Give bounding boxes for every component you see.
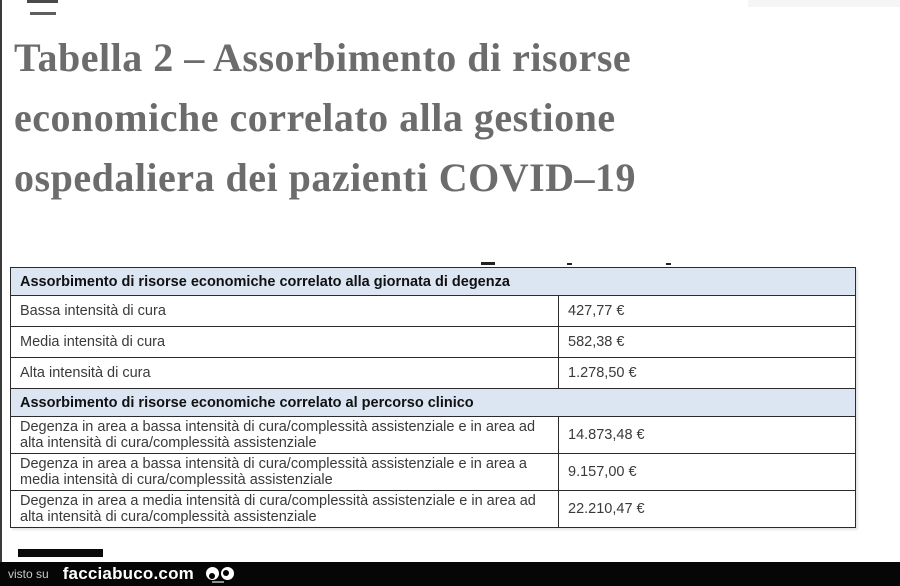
crop-artifact (27, 0, 58, 3)
watermark-site-name: facciabuco.com (62, 564, 194, 583)
table-row (11, 491, 856, 528)
page-title-line: Tabella 2 – Assorbimento di risorse (14, 35, 632, 80)
left-edge-crop-line (0, 0, 2, 562)
row-value: 14.873,48 € (559, 417, 856, 454)
row-label: Media intensità di cura (11, 327, 559, 358)
row-label: Degenza in area a bassa intensità di cura/complessità assistenziale e in area a media intensità di cura/complessità assistenziale (11, 454, 559, 491)
section-header: Assorbimento di risorse economiche correlato al percorso clinico (11, 389, 856, 417)
page-title (14, 28, 774, 208)
cropped-text-remnant (666, 263, 671, 265)
table-row (11, 417, 856, 454)
row-value: 1.278,50 € (559, 358, 856, 389)
row-value: 427,77 € (559, 296, 856, 327)
crop-artifact (748, 0, 900, 7)
table-row (11, 454, 856, 491)
row-label: Degenza in area a media intensità di cura/complessità assistenziale e in area ad alta intensità di cura/complessità assistenziale (11, 491, 559, 528)
page-title-line: ospedaliera dei pazienti COVID–19 (14, 155, 637, 200)
resource-table (10, 267, 856, 528)
row-value: 9.157,00 € (559, 454, 856, 491)
row-value: 22.210,47 € (559, 491, 856, 528)
logo-caption-mark (212, 581, 224, 583)
table-row (11, 327, 856, 358)
row-label: Degenza in area a bassa intensità di cura/complessità assistenziale e in area ad alta intensità di cura/complessità assistenziale (11, 417, 559, 454)
eye-right (221, 567, 234, 580)
row-label: Bassa intensità di cura (11, 296, 559, 327)
row-label: Alta intensità di cura (11, 358, 559, 389)
section-header-row (11, 389, 856, 417)
table-row (11, 296, 856, 327)
table-row (11, 358, 856, 389)
eye-left (206, 567, 219, 580)
crop-artifact (18, 549, 103, 557)
cropped-text-remnant (481, 262, 495, 265)
cropped-text-remnant (567, 263, 572, 265)
section-header-row (11, 268, 856, 296)
page-title-line: economiche correlato alla gestione (14, 95, 616, 140)
watermark-footer (0, 562, 900, 586)
row-value: 582,38 € (559, 327, 856, 358)
watermark-prefix: visto su (8, 567, 49, 581)
crop-artifact (30, 12, 56, 15)
section-header: Assorbimento di risorse economiche correlato alla giornata di degenza (11, 268, 856, 296)
googly-eyes-icon (204, 567, 234, 580)
